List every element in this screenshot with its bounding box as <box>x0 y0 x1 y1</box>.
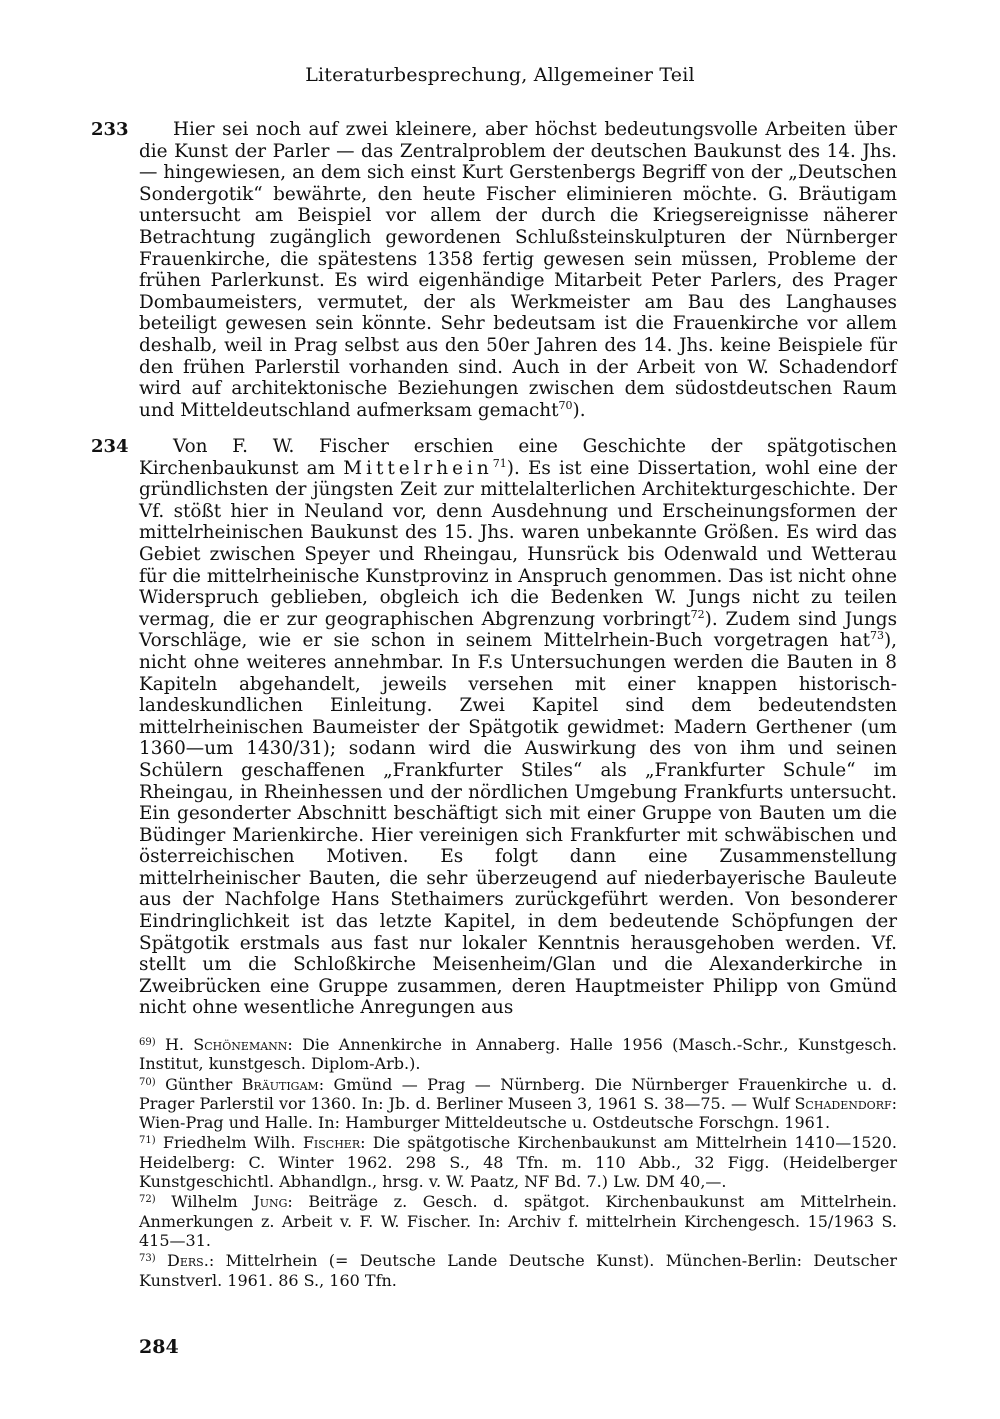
footnote-ref: 72 <box>690 607 705 621</box>
footnote-73 <box>139 1251 897 1290</box>
footnote-text: : Wien-Prag und Halle. In: Hamburger Mitteldeutsche u. Ostdeutsche Forschgn. 1961. <box>139 1093 897 1133</box>
footnote-mark: 69) <box>139 1037 156 1048</box>
spaced-word: Mittelrhein <box>343 457 493 479</box>
footnote-72 <box>139 1192 897 1250</box>
paragraph-text: Von F. W. Fischer erschien eine Geschichte der spätgotischen Kirchenbaukunst am <box>139 436 897 479</box>
footnote-author: Wilhelm <box>171 1192 254 1212</box>
footnote-author-name: Ders. <box>167 1251 209 1271</box>
footnote-ref: 70 <box>558 398 573 412</box>
footnote-author-name: Fischer <box>302 1133 361 1153</box>
section-234 <box>91 436 898 1019</box>
running-head: Literaturbesprechung, Allgemeiner Teil <box>305 64 695 86</box>
footnote-mark: 71) <box>139 1135 156 1147</box>
paragraph-text: ), nicht ohne weiteres annehmbar. In F.s Untersuchungen werden die Bauten in 8 Kapiteln abgehandelt, jeweils versehen mit einer knappen historisch-landeskundlichen Einleitung. Zwei Kapitel sind dem bedeutendsten mittelrheinischen Baumeister der Spätgotik gewidmet: Madern Gerthener (um 1360—um 1430/31); sodann wird die Auswirkung des von ihm und seinen Schülern geschaffenen „Frankfurter Stiles“ als „Frankfurter Schule“ im Rheingau, in Rheinhessen und der nördlichen Umgebung Frankfurts untersucht. Ein gesonderter Abschnitt beschäftigt sich mit einer Gruppe von Bauten um die Büdinger Marienkirche. Hier vereinigen sich Frankfurter mit schwäbischen und österreichischen Motiven. Es folgt dann eine Zusammenstellung mittelrheinischer Bauten, die sehr überzeugend auf niederbayerische Bauleute aus der Nachfolge Hans Stethaimers zurückgeführt werden. Von besonderer Eindringlichkeit ist das letzte Kapitel, in dem bedeutende Schöpfungen der Spätgotik erstmals aus fast nur lokaler Kenntnis herausgehoben werden. Vf. stellt um die Schloßkirche Meisenheim/Glan und die Alexanderkirche in Zweibrücken eine Gruppe zusammen, deren Hauptmeister Philipp von Gmünd nicht ohne wesentliche Anregungen aus <box>139 630 897 1019</box>
paragraph-text: Hier sei noch auf zwei kleinere, aber höchst bedeutungsvolle Arbeiten über die Kunst der Parler — das Zentralproblem der deutschen Baukunst des 14. Jhs. — hingewiesen, an dem sich einst Kurt Gerstenbergs Begriff von der „Deutschen Sondergotik“ bewährte, den heute Fischer eliminieren möchte. G. Bräutigam untersucht am Beispiel vor allem der durch die Kriegsereignisse näherer Betrachtung zugänglich gewordenen Schlußsteinskulpturen der Nürnberger Frauenkirche, die spätestens 1358 fertig gewesen sein müssen, Probleme der frühen Parlerkunst. Es wird eigenhändige Mitarbeit Peter Parlers, des Prager Dombaumeisters, vermutet, der als Werkmeister am Bau des Langhauses beteiligt gewesen sein könnte. Sehr bedeutsam ist die Frauenkirche vor allem deshalb, weil in Prag selbst aus den 50er Jahren des 14. Jhs. keine Beispiele für den frühen Parlerstil vorhanden sind. Auch in der Arbeit von W. Schadendorf wird auf architektonische Beziehungen zwischen dem südostdeutschen Raum und Mitteldeutschland aufmerksam gemacht <box>139 119 897 421</box>
footnote-author-name: Schönemann <box>193 1035 288 1054</box>
footnote-author: Friedhelm Wilh. <box>162 1133 303 1153</box>
paragraph-text: ). Es ist eine Dissertation, wohl eine der gründlichsten der jüngsten Zeit zur mittelalterlichen Architekturgeschichte. Der Vf. stößt hier in Neuland vor, denn Ausdehnung und Erscheinungsformen der mittelrheinischen Baukunst des 15. Jhs. waren unbekannte Größen. Es wird das Gebiet zwischen Speyer und Rheingau, Hunsrück bis Odenwald und Wetterau für die mittelrheinische Kunstprovinz in Anspruch genommen. Das ist nicht ohne Widerspruch geblieben, obgleich ich die Bedenken W. Jungs nicht zu teilen vermag, die er zur geographischen Abgrenzung vorbringt <box>139 457 897 630</box>
section-233 <box>91 119 897 421</box>
footnote-71 <box>139 1133 897 1191</box>
section-paragraph <box>139 436 897 1019</box>
footnote-author-name: Jung <box>253 1192 288 1212</box>
footnote-text: : Die spätgotische Kirchenbaukunst am Mittelrhein 1410—1520. Heidelberg: C. Winter 1962. 298 S., 48 Tfn. m. 110 Abb., 32 Figg. (Heidelberger Kunstgeschichtl. Abhandlgn., hrsg. v. W. Paatz, NF Bd. 7.) Lw. DM 40,—. <box>139 1133 897 1192</box>
footnote-text: : Mittelrhein (= Deutsche Lande Deutsche Kunst). München-Berlin: Deutscher Kunstverl. 1961. 86 S., 160 Tfn. <box>139 1251 897 1290</box>
paragraph-text: ). <box>572 399 586 421</box>
footnote-author-name: Schadendorf <box>794 1093 892 1113</box>
footnote-ref: 71 <box>492 456 507 470</box>
footnote-mark: 72) <box>139 1194 156 1206</box>
footnote-69 <box>139 1035 897 1074</box>
footnote-text: : Gmünd — Prag — Nürnberg. Die Nürnberger Frauenkirche u. d. Prager Parlerstil vor 1360. In: Jb. d. Berliner Museen 3, 1961 S. 38—75. — Wulf <box>139 1074 897 1113</box>
section-number: 234 <box>91 436 129 457</box>
paragraph-text: ). Zudem sind Jungs Vorschläge, wie er sie schon in seinem Mittelrhein-Buch vorgetragen hat <box>139 608 898 652</box>
section-number: 233 <box>91 119 129 140</box>
footnote-text: : Die Annenkirche in Annaberg. Halle 1956 (Masch.-Schr., Kunstgesch. Institut, kunstgesch. Diplom-Arb.). <box>139 1035 898 1074</box>
footnotes <box>139 1035 897 1291</box>
footnote-text: : Beiträge z. Gesch. d. spätgot. Kirchenbaukunst am Mittelrhein. Anmerkungen z. Arbeit v. F. W. Fischer. In: Archiv f. mittelrhein Kirchengesch. 15/1963 S. 415—31. <box>139 1192 898 1250</box>
footnote-author: H. <box>164 1035 194 1054</box>
footnote-mark: 73) <box>139 1253 156 1265</box>
footnote-mark: 70) <box>139 1076 156 1088</box>
footnote-70 <box>139 1075 897 1133</box>
footnote-ref: 73 <box>869 629 884 643</box>
section-paragraph <box>139 119 897 421</box>
footnote-author: Günther <box>165 1074 242 1094</box>
footnote-author-name: Bräutigam <box>241 1074 319 1094</box>
page-number: 284 <box>139 1336 179 1358</box>
